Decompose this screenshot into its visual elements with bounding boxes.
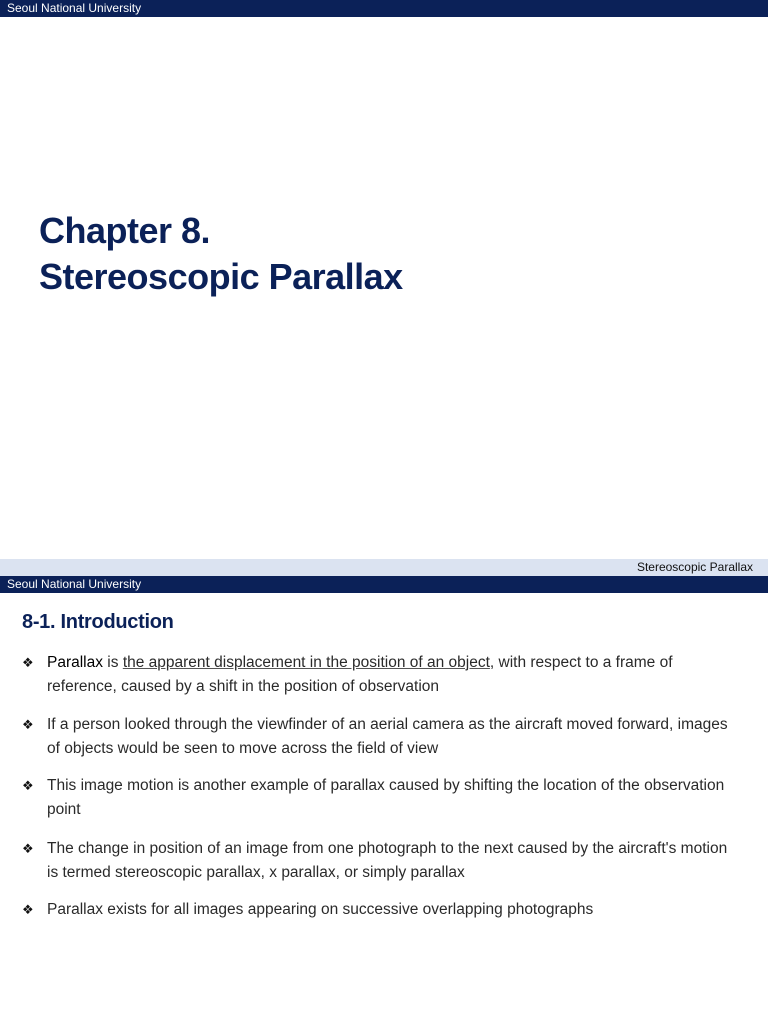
bullet-item bbox=[22, 713, 742, 761]
bullet-connector: is bbox=[103, 654, 123, 671]
university-label: Seoul National University bbox=[7, 577, 142, 591]
section-title: 8-1. Introduction bbox=[22, 611, 174, 633]
diamond-bullet-icon: ❖ bbox=[22, 778, 34, 793]
diamond-bullet-icon: ❖ bbox=[22, 655, 34, 670]
bullet-text: Parallax exists for all images appearing on successive overlapping photographs bbox=[47, 901, 594, 918]
chapter-title bbox=[39, 208, 403, 300]
chapter-number: Chapter 8. bbox=[39, 210, 211, 251]
bullet-text: The change in position of an image from one photograph to the next caused by the aircraft's motion is termed stereoscopic parallax, x parallax, or simply parallax bbox=[47, 840, 728, 881]
bullet-item bbox=[22, 774, 742, 822]
chapter-name: Stereoscopic Parallax bbox=[39, 256, 403, 297]
footer-label: Stereoscopic Parallax bbox=[636, 560, 753, 574]
diamond-bullet-icon: ❖ bbox=[22, 902, 34, 917]
bullet-item bbox=[22, 898, 742, 922]
bullet-text bbox=[22, 651, 742, 699]
bullet-item bbox=[22, 837, 742, 885]
definition-text: the apparent displacement in the position of an object bbox=[122, 654, 490, 671]
bullet-item bbox=[22, 651, 742, 699]
header-bar bbox=[0, 576, 768, 593]
university-label: Seoul National University bbox=[7, 1, 142, 15]
diamond-bullet-icon: ❖ bbox=[22, 717, 34, 732]
diamond-bullet-icon: ❖ bbox=[22, 841, 34, 856]
bullet-rest: , with respect to a frame of reference, caused by a shift in the position of observation bbox=[47, 654, 673, 695]
bullet-text: If a person looked through the viewfinder of an aerial camera as the aircraft moved forward, images of objects would be seen to move across the field of view bbox=[47, 716, 728, 757]
bullet-text: This image motion is another example of parallax caused by shifting the location of the observation point bbox=[47, 777, 725, 818]
term-parallax: Parallax bbox=[47, 654, 103, 671]
header-bar bbox=[0, 0, 768, 17]
footer-band bbox=[0, 559, 768, 576]
